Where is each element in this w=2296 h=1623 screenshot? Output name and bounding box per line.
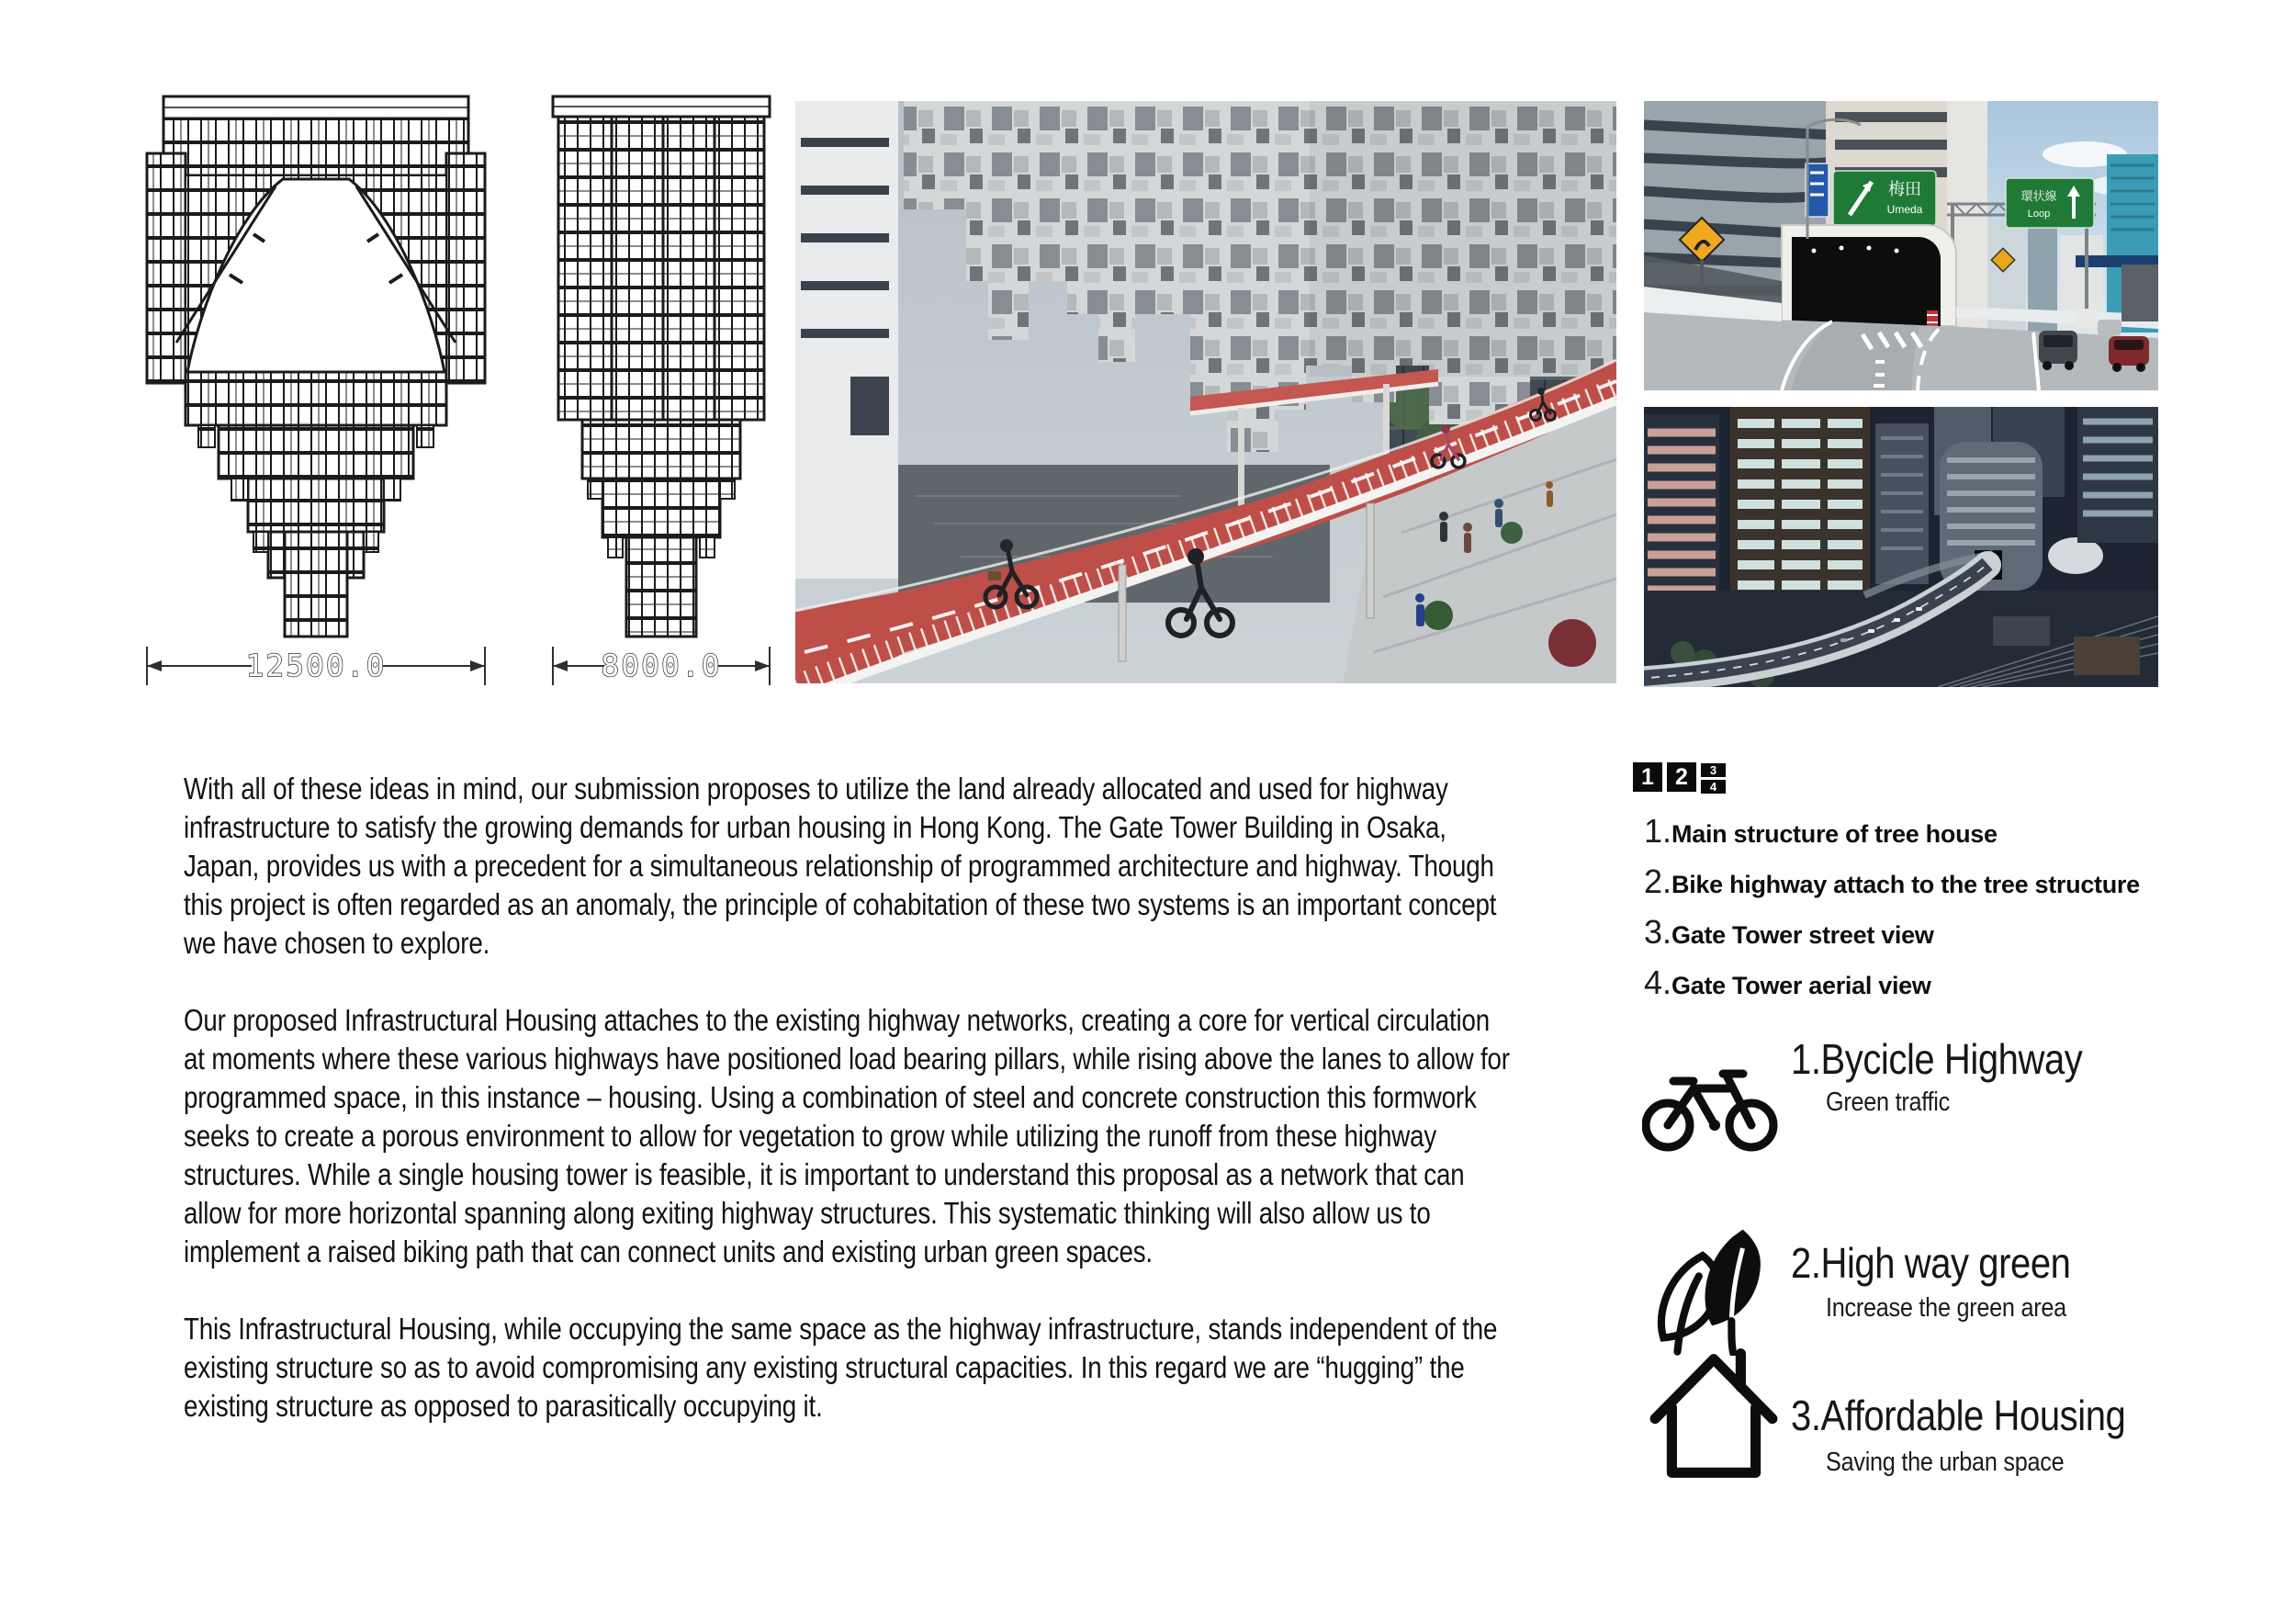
white-van <box>2076 309 2098 328</box>
gate-tower-aerial-photo <box>1644 407 2158 687</box>
trunk-columns <box>285 532 347 637</box>
front-elevation-drawing <box>145 95 487 638</box>
bicycle-icon <box>1642 1053 1780 1155</box>
feature-subtitle-saving-space: Saving the urban space <box>1826 1448 2065 1477</box>
feature-title-highway-green: 2.High way green <box>1791 1239 2071 1287</box>
paragraph-2: Our proposed Infrastructural Housing attaches to the existing highway networks, creating a core for vertical circulation at moments where these various highways have positioned load bearing pillars, while rising above the lanes to allow for programmed space, in this instance – housing. Using a combination of steel and concrete construction this formwork seeks to create a porous environment to allow for vegetation to grow while utilizing the runoff from these highway structures. While a single housing tower is feasible, it is important to understand this proposal as a network that can allow for more horizontal spanning along exiting highway structures. This systematic thinking will also allow us to implement a raised biking path that can connect units and existing urban green spaces. <box>184 1003 1510 1268</box>
house-icon <box>1644 1339 1784 1486</box>
feature-subtitle-green-traffic: Green traffic <box>1826 1088 1950 1117</box>
svg-text:環状線: 環状線 <box>2020 189 2057 203</box>
svg-text:Loop: Loop <box>2027 209 2051 220</box>
mid-building <box>1875 423 1929 584</box>
bike-highway-photo <box>795 101 1616 683</box>
legend-item: 3.Gate Tower street view <box>1644 913 1934 951</box>
legend-item: 4.Gate Tower aerial view <box>1644 964 1931 1001</box>
upper-column-band <box>163 118 468 175</box>
side-dimension-label: 8000.0 <box>601 648 722 683</box>
tier-1 <box>186 372 446 425</box>
feature-title-affordable-housing: 3.Affordable Housing <box>1791 1392 2126 1439</box>
svg-text:Umeda: Umeda <box>1886 203 1923 216</box>
feature-subtitle-increase-green: Increase the green area <box>1826 1293 2066 1323</box>
legend-item: 2.Bike highway attach to the tree structure <box>1644 862 2140 900</box>
body-text <box>184 770 1514 1464</box>
layout-key-diagram <box>1633 762 1726 794</box>
side-elevation-drawing <box>551 95 771 638</box>
side-dimension-line <box>551 643 771 689</box>
key-box-2: 2 <box>1667 762 1696 792</box>
front-dimension-label: 12500.0 <box>245 648 387 683</box>
key-box-4: 4 <box>1701 780 1726 794</box>
tunnel-entrance <box>1782 225 1956 331</box>
white-building <box>795 101 898 579</box>
paragraph-1: With all of these ideas in mind, our submission proposes to utilize the land already allocated and used for highway infrastructure to satisfy the growing demands for urban housing in Hong Kong. The Gate Tower Building in Osaka, Japan, provides us with a precedent for a simultaneous relationship of programmed architecture and highway. Though this project is often regarded as an anomaly, the principle of cohabitation of these two systems is an important concept we have chosen to explore. <box>184 772 1497 960</box>
svg-text:梅田: 梅田 <box>1888 180 1921 198</box>
right-wing-columns <box>446 153 485 383</box>
feature-title-bicycle-highway: 1.Bycicle Highway <box>1791 1035 2083 1083</box>
tier-2 <box>602 479 720 537</box>
legend-item: 1.Main structure of tree house <box>1644 812 1998 850</box>
tier-3 <box>248 479 384 532</box>
front-dimension-line <box>145 643 487 689</box>
main-block <box>558 117 764 420</box>
tier-1 <box>582 420 740 479</box>
paragraph-3: This Infrastructural Housing, while occupying the same space as the highway infrastructure, stands independent of the existing structure so as to avoid compromising any existing structural capacities. In this regard we are “hugging” the existing structure as opposed to parasitically occupying it. <box>184 1312 1498 1423</box>
right-tower <box>2077 407 2158 543</box>
key-box-3: 3 <box>1701 763 1726 777</box>
trunk-columns <box>626 537 696 637</box>
key-box-1: 1 <box>1633 762 1662 792</box>
tier-2 <box>219 425 413 479</box>
umeda-sign <box>1833 171 1936 226</box>
loop-sign <box>2006 178 2094 228</box>
silver-car <box>2098 320 2122 335</box>
gate-tower-street-photo <box>1644 101 2158 390</box>
leaves-icon <box>1649 1211 1771 1356</box>
legend-list <box>1644 812 2140 1014</box>
left-wing-columns <box>147 153 186 383</box>
